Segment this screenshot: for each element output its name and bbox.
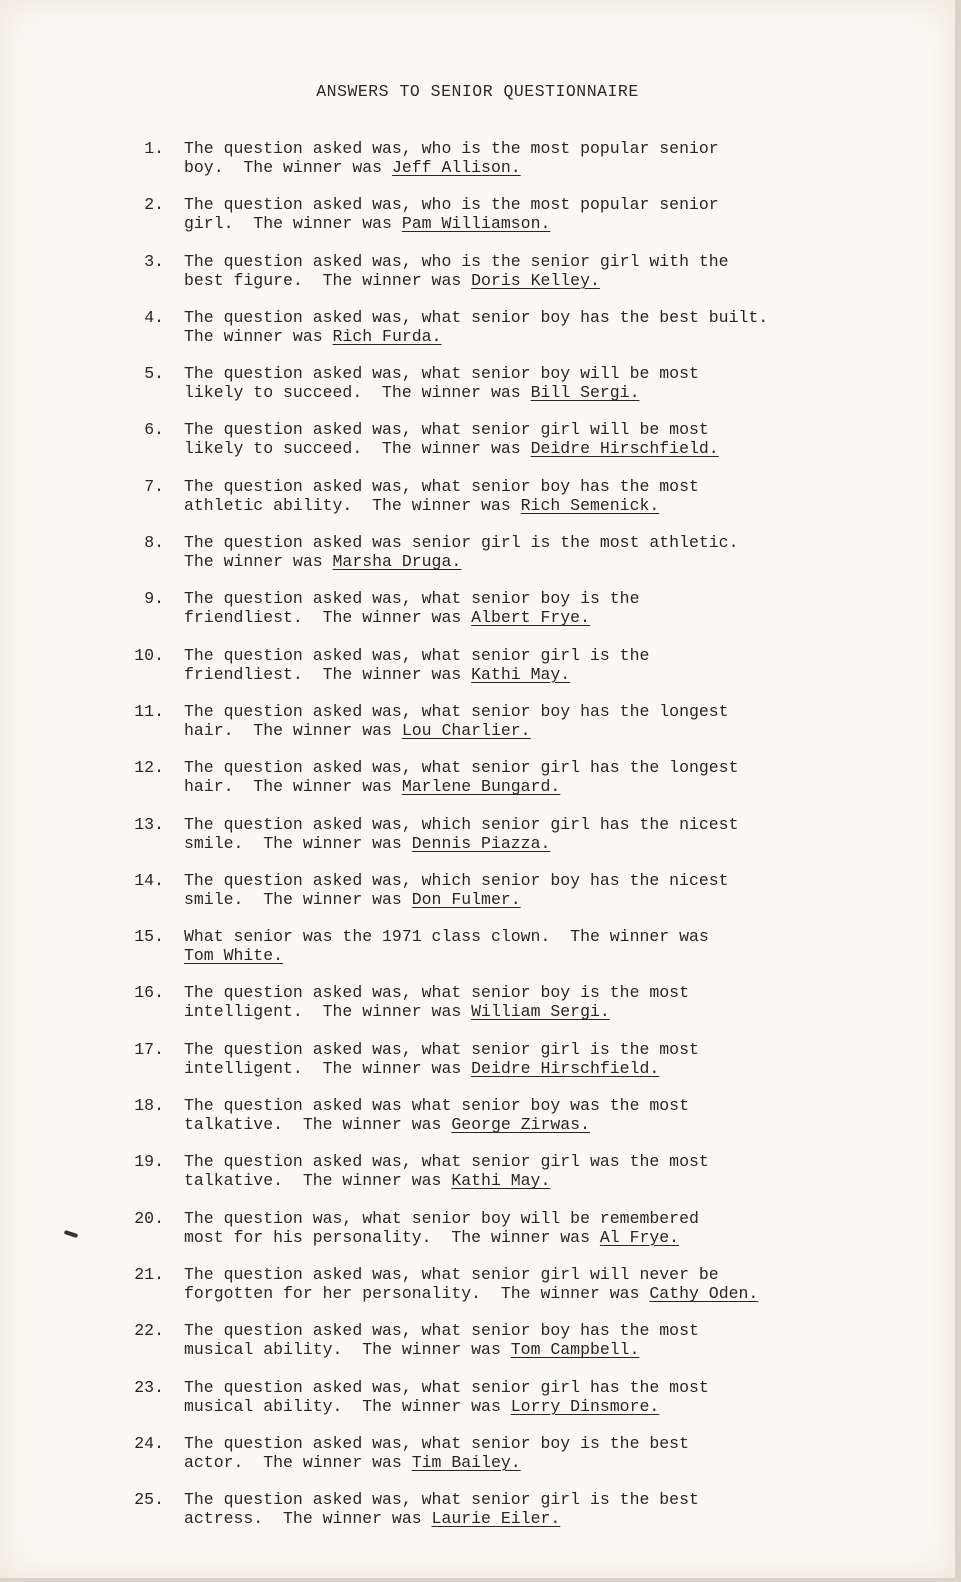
list-item xyxy=(122,758,872,814)
item-text xyxy=(184,139,874,177)
item-number: 13. xyxy=(134,814,164,834)
question-text: The question asked was, which senior boy has the nicest smile. The winner was xyxy=(184,870,729,909)
item-text xyxy=(184,646,874,684)
winner-name: William Sergi. xyxy=(471,1002,610,1022)
list-item xyxy=(122,983,872,1039)
item-text xyxy=(184,1490,874,1528)
item-number: 5. xyxy=(144,364,164,384)
list-item xyxy=(122,1378,872,1434)
list-item xyxy=(122,1321,872,1377)
winner-name: Deidre Hirschfield. xyxy=(471,1058,660,1078)
item-number: 14. xyxy=(134,870,164,890)
item-text xyxy=(184,589,874,627)
winner-name: Pam Williamson. xyxy=(401,214,551,234)
winner-name: Kathi May. xyxy=(451,1171,551,1191)
item-number: 25. xyxy=(134,1490,164,1510)
item-number: 8. xyxy=(144,533,164,553)
question-text: The question asked was, what senior boy has the longest hair. The winner was xyxy=(184,701,729,740)
question-text: The question asked was, what senior girl will never be forgotten for her personality. The winner was xyxy=(184,1264,719,1303)
item-number: 16. xyxy=(134,983,164,1003)
list-item xyxy=(122,1265,872,1321)
list-item xyxy=(122,815,872,871)
item-text xyxy=(184,477,874,515)
winner-name: Lorry Dinsmore. xyxy=(510,1396,660,1416)
list-item xyxy=(122,589,872,645)
question-text: The question asked was, who is the most popular senior girl. The winner was xyxy=(184,195,719,234)
list-item xyxy=(122,1096,872,1152)
item-text xyxy=(184,195,874,233)
question-text: The question asked was, what senior girl is the friendliest. The winner was xyxy=(184,645,650,684)
winner-name: Dennis Piazza. xyxy=(411,833,551,853)
item-text xyxy=(184,308,874,346)
winner-name: Tom Campbell. xyxy=(510,1340,640,1360)
list-item xyxy=(122,139,872,195)
item-text xyxy=(184,364,874,402)
winner-name: Rich Furda. xyxy=(332,326,442,346)
list-item xyxy=(122,646,872,702)
document-title: ANSWERS TO SENIOR QUESTIONNAIRE xyxy=(316,82,639,101)
question-text: The question asked was, who is the senior girl with the best figure. The winner was xyxy=(184,251,729,290)
winner-name: Kathi May. xyxy=(471,664,571,684)
winner-name: Bill Sergi. xyxy=(530,383,640,403)
question-text: The question asked was, what senior girl is the best actress. The winner was xyxy=(184,1490,699,1529)
list-item xyxy=(122,1040,872,1096)
question-text: The question was, what senior boy will be remembered most for his personality. The winner was xyxy=(184,1208,699,1247)
item-number: 6. xyxy=(144,420,164,440)
item-number: 18. xyxy=(134,1096,164,1116)
item-number: 22. xyxy=(134,1321,164,1341)
item-text xyxy=(184,1321,874,1359)
winner-name: George Zirwas. xyxy=(451,1115,590,1135)
question-text: The question asked was what senior boy was the most talkative. The winner was xyxy=(184,1096,689,1135)
question-text: The question asked was, what senior boy has the most musical ability. The winner was xyxy=(184,1321,699,1360)
list-item xyxy=(122,927,872,983)
winner-name: Lou Charlier. xyxy=(401,720,531,740)
item-text xyxy=(184,983,874,1021)
item-text xyxy=(184,252,874,290)
question-text: The question asked was senior girl is the most athletic. The winner was xyxy=(184,533,739,572)
item-number: 19. xyxy=(134,1152,164,1172)
question-text: The question asked was, what senior boy has the most athletic ability. The winner was xyxy=(184,476,699,515)
ink-mark xyxy=(64,1230,79,1238)
question-text: The question asked was, what senior boy is the best actor. The winner was xyxy=(184,1433,689,1472)
item-text xyxy=(184,815,874,853)
question-text: The question asked was, what senior boy is the friendliest. The winner was xyxy=(184,589,640,628)
item-number: 21. xyxy=(134,1264,164,1284)
list-item xyxy=(122,1209,872,1265)
item-text xyxy=(184,420,874,458)
winner-name: Deidre Hirschfield. xyxy=(530,439,719,459)
winner-name: Marlene Bungard. xyxy=(401,777,561,797)
item-text xyxy=(184,1434,874,1472)
item-text xyxy=(184,1209,874,1247)
item-text xyxy=(184,702,874,740)
question-text: The question asked was, who is the most popular senior boy. The winner was xyxy=(184,139,719,177)
question-text: The question asked was, what senior boy is the most intelligent. The winner was xyxy=(184,983,689,1022)
winner-name: Tim Bailey. xyxy=(411,1452,521,1472)
list-item xyxy=(122,533,872,589)
question-text: The question asked was, what senior boy will be most likely to succeed. The winner was xyxy=(184,364,699,403)
item-number: 24. xyxy=(134,1433,164,1453)
list-item xyxy=(122,364,872,420)
list-item xyxy=(122,477,872,533)
item-number: 4. xyxy=(144,307,164,327)
item-number: 1. xyxy=(144,139,164,158)
winner-name: Albert Frye. xyxy=(471,608,590,628)
winner-name: Doris Kelley. xyxy=(471,270,600,290)
list-item xyxy=(122,420,872,476)
question-text: The question asked was, what senior girl has the longest hair. The winner was xyxy=(184,758,739,797)
list-item xyxy=(122,1490,872,1546)
item-number: 11. xyxy=(134,701,164,721)
question-text: The question asked was, what senior girl is the most intelligent. The winner was xyxy=(184,1039,699,1078)
question-text: The question asked was, which senior girl has the nicest smile. The winner was xyxy=(184,814,739,853)
item-number: 7. xyxy=(144,476,164,496)
list-item xyxy=(122,252,872,308)
item-text xyxy=(184,1152,874,1190)
winner-name: Tom White. xyxy=(184,946,284,966)
list-item xyxy=(122,871,872,927)
item-number: 12. xyxy=(134,758,164,778)
item-number: 2. xyxy=(144,195,164,215)
item-number: 9. xyxy=(144,589,164,609)
item-text xyxy=(184,1265,874,1303)
list-item xyxy=(122,1152,872,1208)
list-item xyxy=(122,1434,872,1490)
question-text: The question asked was, what senior girl will be most likely to succeed. The winner was xyxy=(184,420,709,459)
question-text: The question asked was, what senior boy has the best built. The winner was xyxy=(184,307,769,346)
item-text xyxy=(184,1040,874,1078)
item-text xyxy=(184,758,874,796)
winner-name: Jeff Allison. xyxy=(391,158,521,177)
winner-name: Cathy Oden. xyxy=(649,1283,759,1303)
winner-name: Al Frye. xyxy=(599,1227,680,1247)
item-number: 23. xyxy=(134,1377,164,1397)
item-text xyxy=(184,927,874,965)
item-number: 20. xyxy=(134,1208,164,1228)
list-item xyxy=(122,702,872,758)
item-number: 3. xyxy=(144,251,164,271)
item-text xyxy=(184,533,874,571)
question-text: The question asked was, what senior girl was the most talkative. The winner was xyxy=(184,1152,709,1191)
list-item xyxy=(122,195,872,251)
winner-name: Marsha Druga. xyxy=(332,552,462,572)
winner-name: Laurie Eiler. xyxy=(431,1509,561,1529)
item-number: 17. xyxy=(134,1039,164,1059)
item-number: 10. xyxy=(134,645,164,665)
item-text xyxy=(184,1096,874,1134)
item-number: 15. xyxy=(134,927,164,947)
winner-name: Don Fulmer. xyxy=(411,889,521,909)
item-text xyxy=(184,871,874,909)
list-item xyxy=(122,308,872,364)
item-text xyxy=(184,1378,874,1416)
question-text: What senior was the 1971 class clown. The winner was xyxy=(184,927,709,947)
answers-list xyxy=(122,139,872,1546)
question-text: The question asked was, what senior girl has the most musical ability. The winner was xyxy=(184,1377,709,1416)
winner-name: Rich Semenick. xyxy=(520,495,660,515)
